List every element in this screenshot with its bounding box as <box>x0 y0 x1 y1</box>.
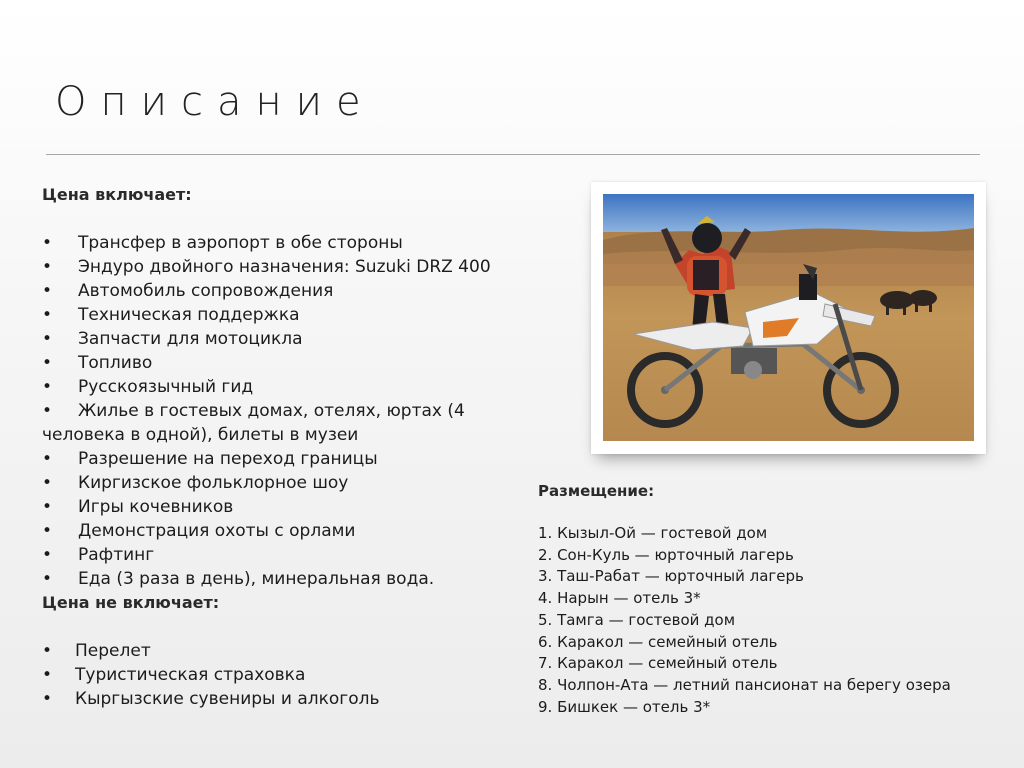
list-item <box>42 279 522 303</box>
list-item-text: Топливо <box>78 353 153 373</box>
list-item-text: Еда (3 раза в день), минеральная вода. <box>78 569 435 589</box>
list-item: 6. Каракол — семейный отель <box>538 632 778 651</box>
accommodation-section <box>538 480 998 718</box>
list-item <box>42 687 522 711</box>
bullet: • <box>42 353 53 373</box>
list-item <box>42 495 522 519</box>
list-item <box>42 519 522 543</box>
list-item <box>42 255 522 279</box>
list-item <box>42 663 522 687</box>
bullet: • <box>42 257 53 277</box>
list-item <box>42 567 522 591</box>
photo-frame <box>591 182 986 454</box>
excludes-heading: Цена не включает: <box>42 593 220 612</box>
excludes-list <box>42 639 522 711</box>
slide-title: Описание <box>55 79 375 125</box>
list-item <box>42 327 522 351</box>
list-item <box>42 351 522 375</box>
list-item <box>42 447 522 471</box>
bullet: • <box>42 545 53 565</box>
bullet: • <box>42 305 53 325</box>
price-section <box>42 183 522 711</box>
list-item-text: Демонстрация охоты с орлами <box>78 521 356 541</box>
list-item-text: Запчасти для мотоцикла <box>78 329 303 349</box>
motorcycle-rider-photo <box>603 194 974 441</box>
photo-illustration <box>603 194 974 441</box>
list-item-text: Русскоязычный гид <box>78 377 254 397</box>
list-item-text: Игры кочевников <box>78 497 234 517</box>
bullet: • <box>42 377 53 397</box>
list-item-text: Кыргызские сувениры и алкоголь <box>75 689 380 709</box>
bullet: • <box>42 281 53 301</box>
list-item: 3. Таш-Рабат — юрточный лагерь <box>538 567 804 586</box>
bullet: • <box>42 449 53 469</box>
list-item <box>42 375 522 399</box>
list-item: 8. Чолпон-Ата — летний пансионат на берегу озера <box>538 675 951 694</box>
list-item-text: Техническая поддержка <box>78 305 300 325</box>
list-item-text: Автомобиль сопровождения <box>78 281 334 301</box>
list-item-text: Туристическая страховка <box>75 665 306 685</box>
list-item-text: Жилье в гостевых домах, отелях, юртах (4 человека в одной), билеты в музеи <box>42 401 465 445</box>
bullet: • <box>42 473 53 493</box>
list-item-text: Киргизское фольклорное шоу <box>78 473 349 493</box>
list-item <box>42 303 522 327</box>
accommodation-heading: Размещение: <box>538 482 655 500</box>
list-item: 2. Сон-Куль — юрточный лагерь <box>538 545 794 564</box>
list-item <box>42 639 522 663</box>
includes-list <box>42 231 522 591</box>
list-item-text: Рафтинг <box>78 545 155 565</box>
bullet: • <box>42 401 53 421</box>
bullet: • <box>42 521 53 541</box>
list-item: 5. Тамга — гостевой дом <box>538 610 736 629</box>
list-item-text: Трансфер в аэропорт в обе стороны <box>78 233 403 253</box>
bullet: • <box>42 569 53 589</box>
bullet: • <box>42 497 53 517</box>
list-item <box>42 231 522 255</box>
bullet: • <box>42 665 53 685</box>
list-item: 9. Бишкек — отель 3* <box>538 697 711 716</box>
list-item <box>42 543 522 567</box>
list-item-text: Эндуро двойного назначения: Suzuki DRZ 400 <box>78 257 491 277</box>
title-divider <box>46 154 980 155</box>
bullet: • <box>42 641 53 661</box>
includes-heading: Цена включает: <box>42 185 192 204</box>
list-item <box>42 471 522 495</box>
bullet: • <box>42 329 53 349</box>
list-item-text: Перелет <box>75 641 151 661</box>
bullet: • <box>42 233 53 253</box>
list-item: 7. Каракол — семейный отель <box>538 654 778 673</box>
list-item: 1. Кызыл-Ой — гостевой дом <box>538 524 768 542</box>
list-item: 4. Нарын — отель 3* <box>538 589 701 608</box>
accommodation-list <box>538 523 998 718</box>
list-item <box>42 399 522 447</box>
bullet: • <box>42 689 53 709</box>
list-item-text: Разрешение на переход границы <box>78 449 378 469</box>
